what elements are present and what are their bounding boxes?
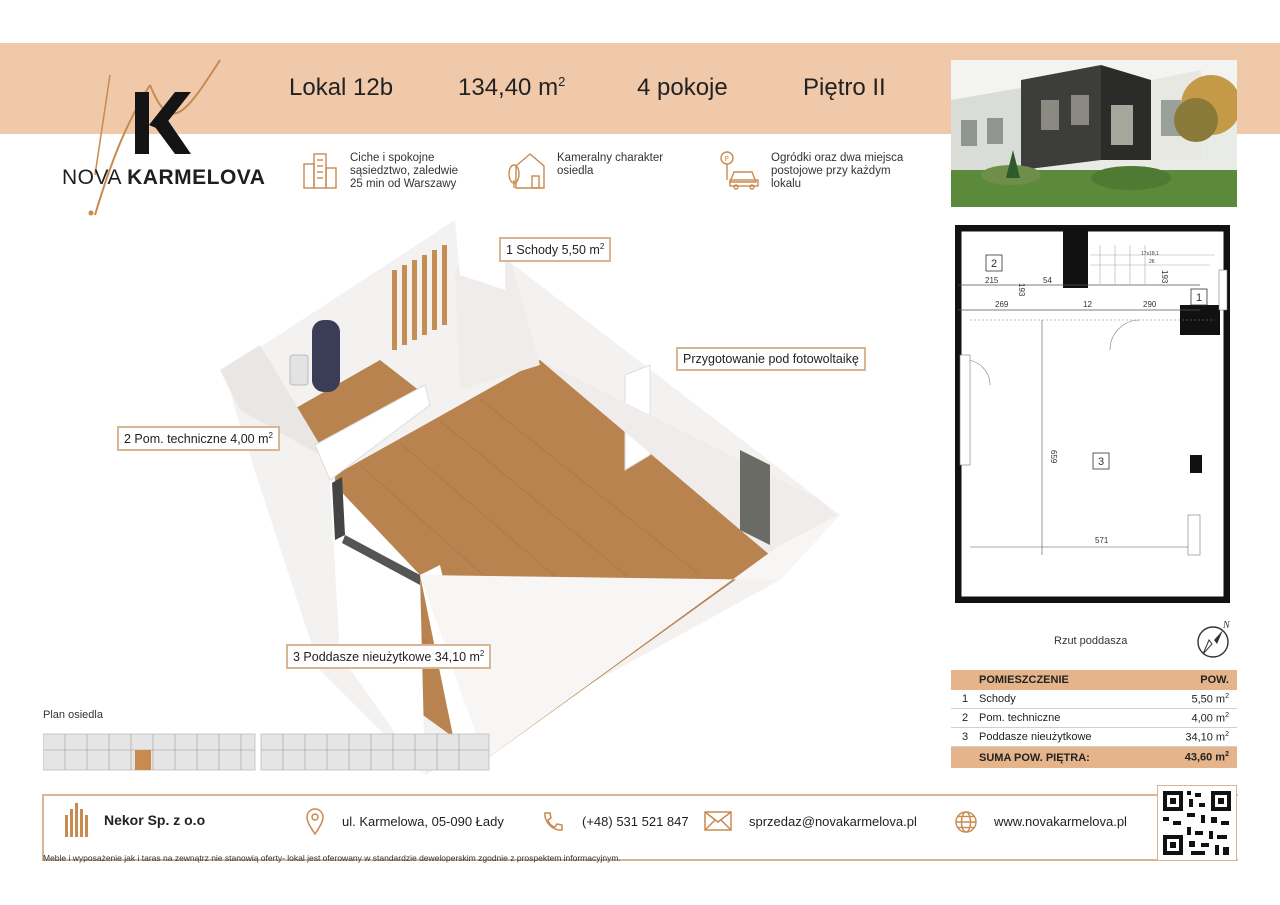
estate-plan-label: Plan osiedla [43, 709, 103, 721]
house-tree-icon [508, 150, 546, 190]
email-link[interactable]: sprzedaz@novakarmelova.pl [749, 814, 917, 829]
phone-link[interactable]: (+48) 531 521 847 [582, 814, 689, 829]
label-photovoltaics: Przygotowanie pod fotowoltaikę [676, 347, 866, 371]
svg-text:12: 12 [1083, 300, 1092, 309]
address-text: ul. Karmelowa, 05-090 Łady [342, 814, 504, 829]
area-table-sum: SUMA POW. PIĘTRA: 43,60 $m^2$ [951, 747, 1237, 768]
svg-text:659: 659 [1049, 450, 1058, 464]
svg-text:193: 193 [1017, 283, 1026, 297]
attic-3d-render [220, 215, 870, 775]
location-pin-icon [305, 808, 325, 836]
unit-rooms: 4 pokoje [637, 74, 728, 101]
label-attic: 3 Poddasze nieużytkowe 34,10 $m^2$ [286, 644, 491, 669]
parking-car-icon [718, 150, 760, 190]
disclaimer-text: Meble i wyposażenie jak i taras na zewnątrz nie stanowią oferty- lokal jest oferowany w standardzie deweloperskim zgodnie z prospektem informacyjnym. [43, 853, 621, 863]
table-row: 1 Schody 5,50 $m^2$ [951, 690, 1237, 709]
nekor-logo-icon [63, 801, 89, 839]
exterior-photo [951, 60, 1237, 207]
unit-floor: Piętro II [803, 74, 886, 101]
area-table [951, 670, 1237, 768]
unit-area: 134,40 $m^2$ [458, 74, 566, 101]
label-stairs: 1 Schody 5,50 $m^2$ [499, 237, 611, 262]
globe-icon [954, 810, 978, 834]
svg-text:P: P [724, 155, 729, 163]
qr-code[interactable] [1157, 785, 1237, 861]
svg-text:26: 26 [1149, 259, 1155, 265]
svg-text:571: 571 [1095, 536, 1109, 545]
svg-text:269: 269 [995, 300, 1009, 309]
nova-karmelova-logo [55, 55, 270, 220]
estate-plan-map [43, 728, 491, 774]
company-name: Nekor Sp. z o.o [104, 812, 206, 828]
svg-text:2: 2 [991, 258, 998, 270]
table-row: 3 Poddasze nieużytkowe 34,10 $m^2$ [951, 728, 1237, 747]
envelope-icon [704, 811, 732, 831]
unit-name: Lokal 12b [289, 74, 394, 101]
logo-wordmark: NOVA KARMELOVA [62, 166, 266, 189]
svg-text:N: N [1223, 620, 1230, 631]
table-row: 2 Pom. techniczne 4,00 $m^2$ [951, 709, 1237, 728]
svg-text:193: 193 [1160, 270, 1169, 284]
svg-text:54: 54 [1043, 276, 1052, 285]
feature-character: Kameralny charakter osiedla [557, 152, 664, 177]
svg-text:1: 1 [1196, 292, 1203, 304]
buildings-icon [302, 150, 338, 190]
svg-text:17x18,1: 17x18,1 [1141, 251, 1159, 257]
attic-floor-plan [955, 225, 1230, 603]
floor-plan-caption: Rzut poddasza [1054, 635, 1128, 647]
area-table-header [951, 670, 1237, 690]
label-technical-room: 2 Pom. techniczne 4,00 $m^2$ [117, 426, 280, 451]
col-room: POMIESZCZENIE [979, 674, 1069, 686]
svg-text:290: 290 [1143, 300, 1157, 309]
compass-icon [1195, 618, 1235, 660]
svg-text:3: 3 [1098, 456, 1105, 468]
col-area: POW. [1200, 674, 1229, 686]
svg-text:215: 215 [985, 276, 999, 285]
feature-neighbourhood: Ciche i spokojne sąsiedztwo, zaledwie 25 min od Warszawy [350, 152, 459, 190]
phone-icon [541, 810, 565, 834]
website-link[interactable]: www.novakarmelova.pl [994, 814, 1127, 829]
feature-gardens: Ogródki oraz dwa miejsca postojowe przy każdym lokalu [771, 152, 904, 190]
